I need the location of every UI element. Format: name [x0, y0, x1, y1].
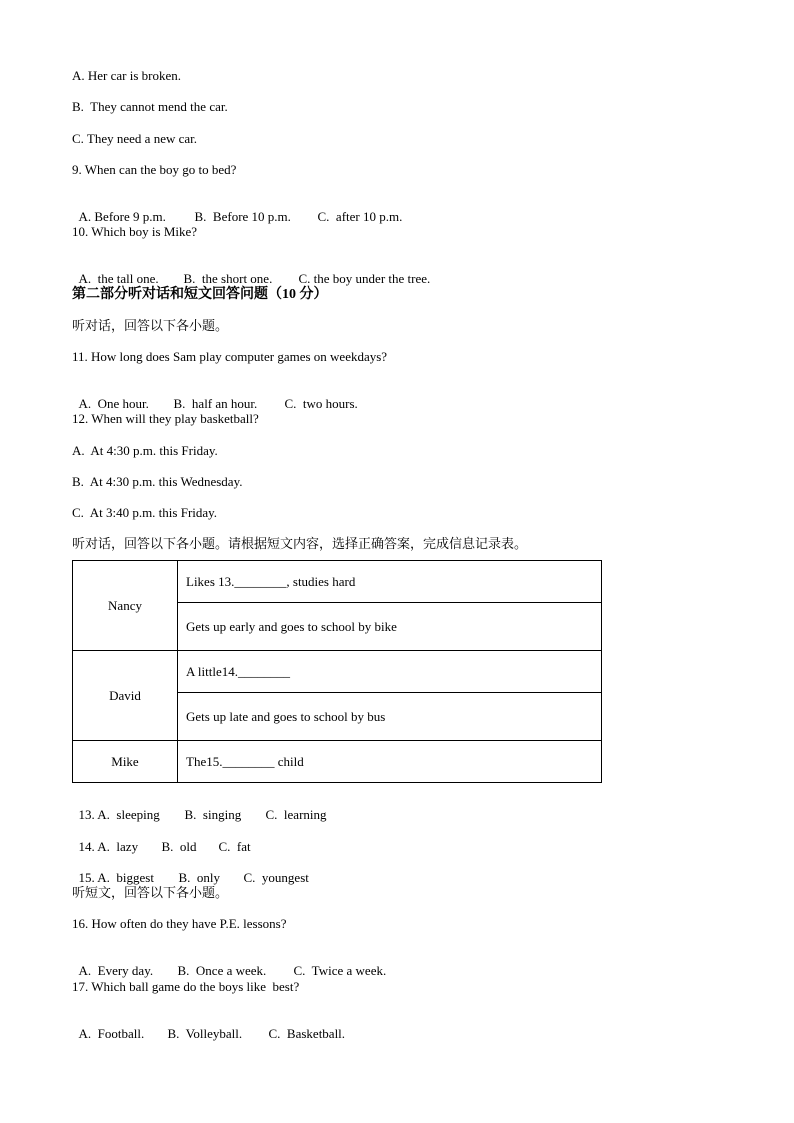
q17-options — [72, 1010, 345, 1042]
q13-options — [72, 791, 327, 823]
table-cell-nancy-1: Likes 13.________, studies hard — [178, 561, 602, 603]
q10-option-b: B. the short one. — [183, 271, 273, 286]
q11-option-c: C. two hours. — [284, 396, 358, 411]
q9-options — [72, 193, 402, 225]
q17-option-c: C. Basketball. — [268, 1026, 346, 1041]
table-cell-mike-1: The15.________ child — [178, 741, 602, 783]
q17-option-b: B. Volleyball. — [167, 1026, 243, 1041]
instruction-passage: 听短文，回答以下各小题。 — [72, 885, 229, 900]
q11-question: 11. How long does Sam play computer games on weekdays? — [72, 349, 388, 364]
table-cell-david-2: Gets up late and goes to school by bus — [178, 693, 602, 741]
q13-option-b: B. singing — [184, 807, 242, 822]
q15-option-c: C. youngest — [243, 870, 309, 885]
table-name-nancy: Nancy — [73, 561, 178, 651]
q11-option-a: A. One hour. — [78, 396, 149, 411]
q14-option-b: B. old — [161, 839, 197, 854]
q16-question: 16. How often do they have P.E. lessons? — [72, 916, 287, 931]
q16-option-a: A. Every day. — [78, 963, 154, 978]
q13-option-a: 13. A. sleeping — [78, 807, 160, 822]
instruction-dialogue-1: 听对话，回答以下各小题。 — [72, 318, 229, 333]
q17-question: 17. Which ball game do the boys like best? — [72, 979, 300, 994]
q12-option-b: B. At 4:30 p.m. this Wednesday. — [72, 474, 243, 489]
q10-option-c: C. the boy under the tree. — [298, 271, 431, 286]
q17-option-a: A. Football. — [78, 1026, 145, 1041]
q9-option-b: B. Before 10 p.m. — [194, 209, 291, 224]
q11-option-b: B. half an hour. — [173, 396, 258, 411]
q16-option-b: B. Once a week. — [177, 963, 267, 978]
q11-options — [72, 380, 358, 412]
q14-option-c: C. fat — [218, 839, 251, 854]
table-name-mike: Mike — [73, 741, 178, 783]
q12-option-c: C. At 3:40 p.m. this Friday. — [72, 505, 218, 520]
part2-heading: 第二部分听对话和短文回答问题（10 分） — [72, 287, 328, 302]
q12-option-a: A. At 4:30 p.m. this Friday. — [72, 443, 218, 458]
q8-option-a: A. Her car is broken. — [72, 68, 182, 83]
q8-option-b: B. They cannot mend the car. — [72, 99, 228, 114]
q10-option-a: A. the tall one. — [78, 271, 159, 286]
q16-options — [72, 947, 386, 979]
q9-option-a: A. Before 9 p.m. — [78, 209, 166, 224]
table-name-david: David — [73, 651, 178, 741]
q16-option-c: C. Twice a week. — [293, 963, 387, 978]
q10-options — [72, 255, 430, 287]
info-record-table — [72, 560, 602, 783]
q8-option-c: C. They need a new car. — [72, 131, 198, 146]
table-cell-nancy-2: Gets up early and goes to school by bike — [178, 603, 602, 651]
q12-question: 12. When will they play basketball? — [72, 411, 259, 426]
q15-option-b: B. only — [178, 870, 221, 885]
q9-option-c: C. after 10 p.m. — [317, 209, 403, 224]
q13-option-c: C. learning — [265, 807, 327, 822]
q15-option-a: 15. A. biggest — [78, 870, 154, 885]
q9-question: 9. When can the boy go to bed? — [72, 162, 237, 177]
q14-options — [72, 823, 251, 855]
q14-option-a: 14. A. lazy — [78, 839, 139, 854]
q15-options — [72, 854, 309, 886]
instruction-dialogue-2: 听对话，回答以下各小题。请根据短文内容，选择正确答案，完成信息记录表。 — [72, 536, 528, 551]
table-cell-david-1: A little14.________ — [178, 651, 602, 693]
q10-question: 10. Which boy is Mike? — [72, 224, 198, 239]
